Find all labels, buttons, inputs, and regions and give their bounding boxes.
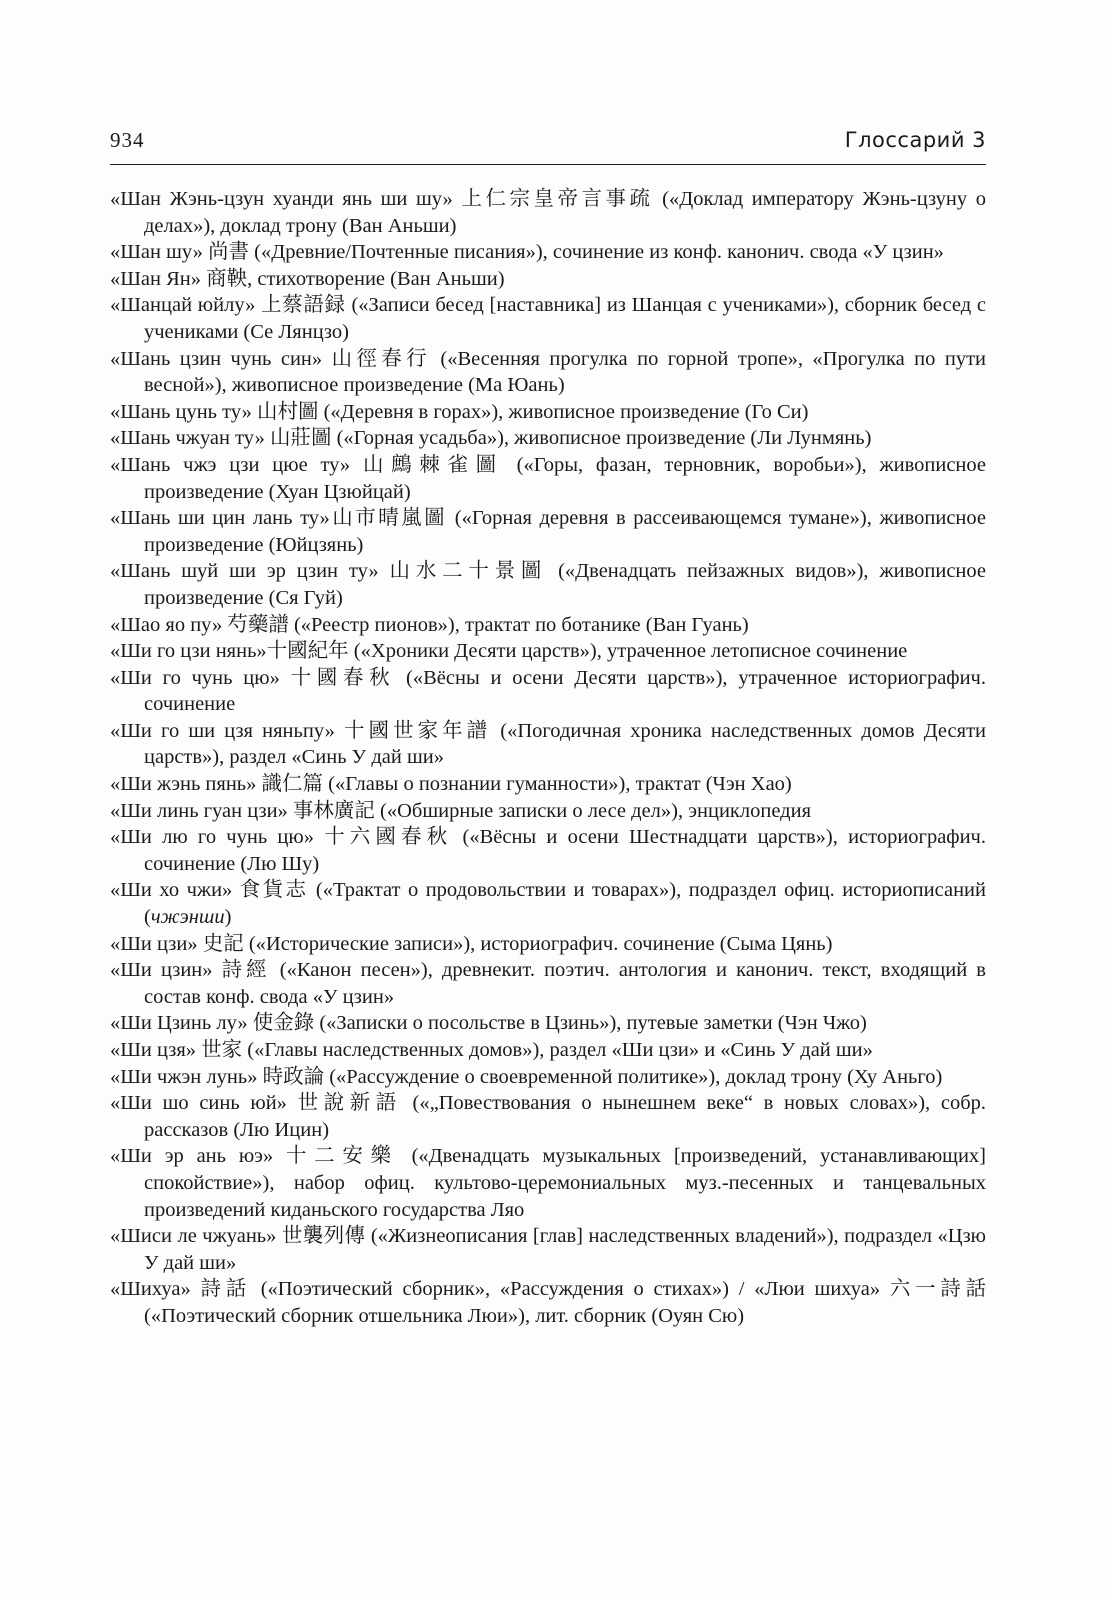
glossary-entry: «Ши лю го чунь цю» 十六國春秋 («Вёсны и осени Шестнадцати царств»), историографич. сочинение (Лю Шу) — [110, 826, 986, 875]
section-title: Глоссарий 3 — [844, 128, 986, 152]
glossary-entry-tail: ) — [224, 906, 232, 929]
glossary-entry: «Шихуа» 詩話 («Поэтический сборник», «Рассуждения о стихах») / «Люи шихуа» 六一詩話 («Поэтический сборник отшельника Люи»), лит. сборник (Оуян Сю) — [110, 1278, 986, 1327]
glossary-entry: «Ши цзи» 史記 («Исторические записи»), историографич. сочинение (Сыма Цянь) — [110, 932, 833, 955]
page-header — [110, 128, 986, 165]
glossary-entry: «Ши линь гуан цзи» 事林廣記 («Обширные записки о лесе дел»), энциклопедия — [110, 799, 812, 822]
glossary-entry: «Ши Цзинь лу» 使金錄 («Записки о посольстве в Цзинь»), путевые заметки (Чэн Чжо) — [110, 1012, 867, 1035]
glossary-entries — [110, 186, 986, 1330]
glossary-entry: «Шан Ян» 商鞅, стихотворение (Ван Аньши) — [110, 267, 505, 290]
glossary-entry: «Шан Жэнь-цзун хуанди янь ши шу» 上仁宗皇帝言事疏 («Доклад императору Жэнь-цзуну о делах»), доклад трону (Ван Аньши) — [110, 188, 986, 237]
glossary-entry: «Ши эр ань юэ» 十二安樂 («Двенадцать музыкальных [произведений, устанавливающих] спокойствие»), набор офиц. культово-церемониальных муз.-песенных и танцевальных произведений киданьского государства Ляо — [110, 1145, 986, 1221]
glossary-entry: «Ши цзин» 詩經 («Канон песен»), древнекит. поэтич. антология и канонич. текст, входящий в состав конф. свода «У цзин» — [110, 959, 986, 1008]
glossary-entry: «Шань чжэ цзи цюе ту» 山鷓棘雀圖 («Горы, фазан, терновник, воробьи»), живописное произведение (Хуан Цзюйцай) — [110, 453, 986, 503]
glossary-entry: «Шао яо пу» 芍藥譜 («Реестр пионов»), трактат по ботанике (Ван Гуань) — [110, 613, 749, 636]
glossary-entry: «Ши го цзи нянь»十國紀年 («Хроники Десяти царств»), утраченное летописное сочинение — [110, 640, 908, 663]
page-number: 934 — [110, 128, 145, 152]
glossary-entry: «Шань чжуан ту» 山莊圖 («Горная усадьба»), живописное произведение (Ли Лунмянь) — [110, 427, 872, 450]
glossary-entry: «Шань шуй ши эр цзин ту» 山水二十景圖 («Двенадцать пейзажных видов»), живописное произведение (Ся Гуй) — [110, 560, 986, 609]
glossary-entry: «Ши жэнь пянь» 識仁篇 («Главы о познании гуманности»), трактат (Чэн Хао) — [110, 773, 792, 796]
glossary-entry: «Шанцай юйлу» 上蔡語録 («Записи бесед [наставника] из Шанцая с учениками»), сборник бесед с учениками (Се Лянцзо) — [110, 294, 986, 343]
glossary-entry: «Шань ши цин лань ту»山市晴嵐圖 («Горная деревня в рассеивающемся тумане»), живописное произведение (Юйцзянь) — [110, 507, 986, 556]
glossary-entry: «Ши чжэн лунь» 時政論 («Рассуждение о своевременной политике»), доклад трону (Ху Аньго) — [110, 1065, 943, 1088]
glossary-entry: «Шан шу» 尚書 («Древние/Почтенные писания»), сочинение из конф. канонич. свода «У цзин» — [110, 241, 944, 264]
glossary-entry: «Ши шо синь юй» 世說新語 («„Повествования о нынешнем веке“ в новых словах»), собр. рассказов (Лю Ицин) — [110, 1092, 986, 1141]
glossary-entry-text: «Ши хо чжи» 食貨志 («Трактат о продовольствии и товарах»), подраздел офиц. историописаний ( — [110, 879, 986, 929]
glossary-entry: «Ши го чунь цю» 十國春秋 («Вёсны и осени Десяти царств»), утраченное историографич. сочинение — [110, 666, 986, 716]
glossary-entry — [110, 877, 986, 930]
glossary-entry: «Ши цзя» 世家 («Главы наследственных домов»), раздел «Ши цзи» и «Синь У дай ши» — [110, 1039, 873, 1061]
glossary-entry: «Шиси ле чжуань» 世襲列傳 («Жизнеописания [глав] наследственных владений»), подраздел «Цзю У дай ши» — [110, 1225, 986, 1274]
glossary-entry: «Шань цунь ту» 山村圖 («Деревня в горах»), живописное произведение (Го Си) — [110, 400, 809, 423]
glossary-entry: «Ши го ши цзя няньпу» 十國世家年譜 («Погодичная хроника наследственных домов Десяти царств»), раздел «Синь У дай ши» — [110, 719, 986, 769]
glossary-entry: «Шань цзин чунь син» 山徑春行 («Весенняя прогулка по горной тропе», «Прогулка по пути весной»), живописное произведение (Ма Юань) — [110, 347, 986, 397]
glossary-entry-italic-term: чжэнши — [150, 906, 225, 929]
